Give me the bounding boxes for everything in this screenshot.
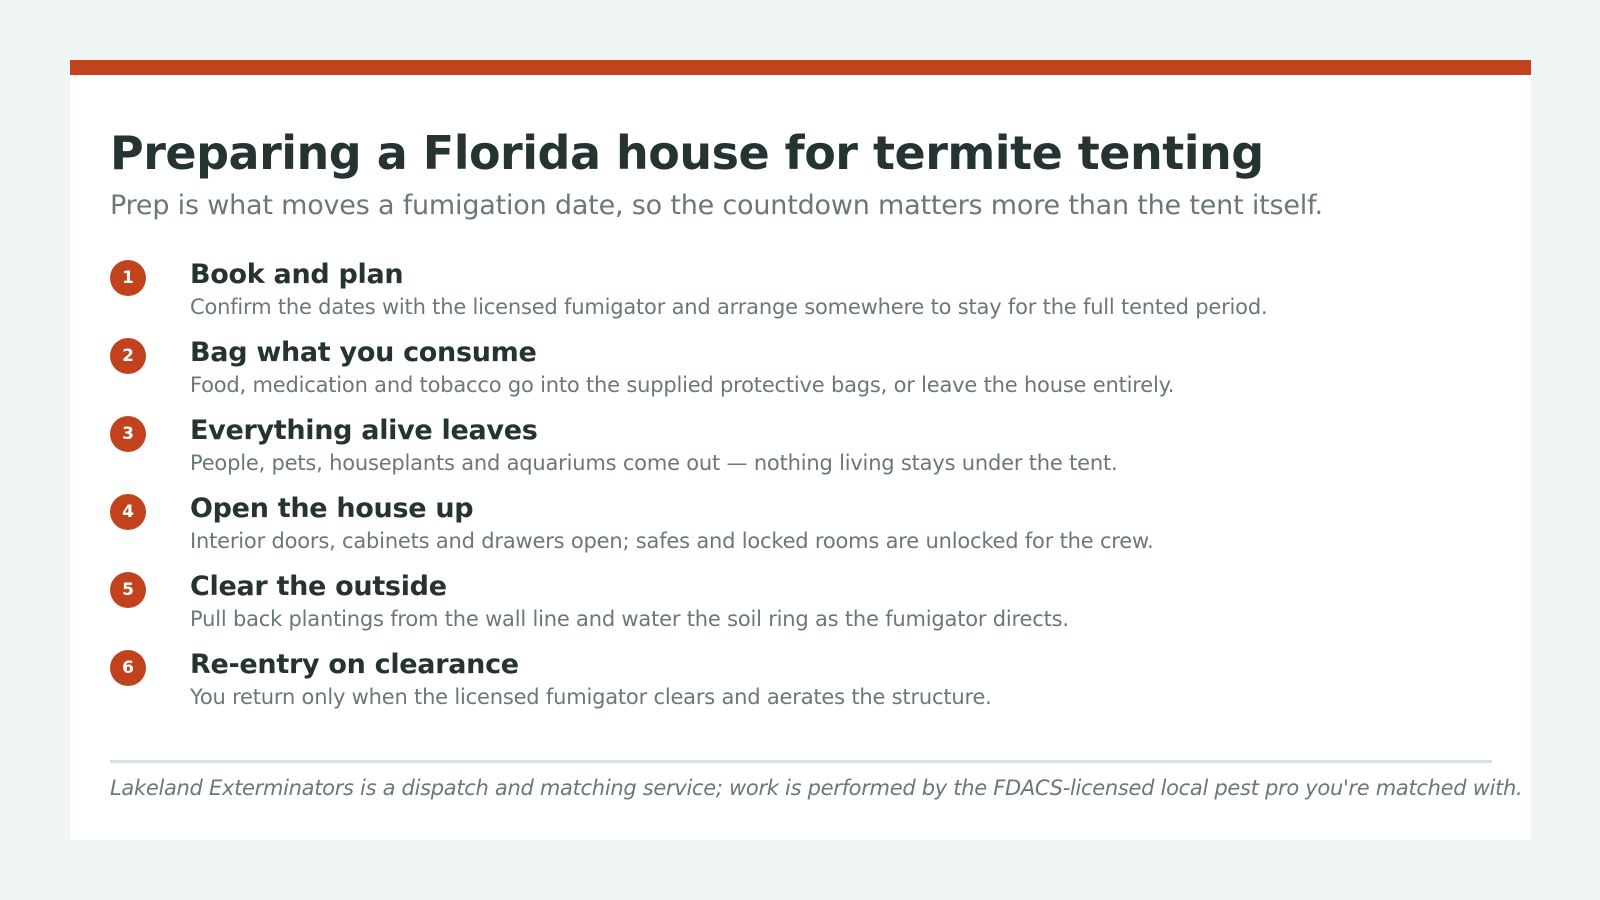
page-title: Preparing a Florida house for termite tenting bbox=[110, 126, 1264, 180]
step-body bbox=[190, 258, 1490, 322]
step-title: Re-entry on clearance bbox=[190, 649, 519, 680]
step-body bbox=[190, 648, 1490, 712]
step-number-badge: 1 bbox=[110, 260, 146, 296]
content-card bbox=[70, 60, 1531, 840]
step-number-badge: 5 bbox=[110, 572, 146, 608]
step-body bbox=[190, 570, 1490, 634]
step-description: You return only when the licensed fumigator clears and aerates the structure. bbox=[190, 685, 992, 709]
step-item-everything-alive-leaves bbox=[110, 414, 1500, 492]
step-title: Book and plan bbox=[190, 259, 404, 290]
footer-divider bbox=[110, 760, 1492, 763]
step-body bbox=[190, 492, 1490, 556]
step-item-clear-the-outside bbox=[110, 570, 1500, 648]
step-number-badge: 4 bbox=[110, 494, 146, 530]
footer-disclaimer: Lakeland Exterminators is a dispatch and matching service; work is performed by the FDACS-licensed local pest pro you're matched with. bbox=[110, 776, 1523, 800]
step-description: Interior doors, cabinets and drawers open; safes and locked rooms are unlocked for the crew. bbox=[190, 529, 1154, 553]
step-number-badge: 6 bbox=[110, 650, 146, 686]
step-item-re-entry-on-clearance bbox=[110, 648, 1500, 726]
steps-list bbox=[110, 258, 1500, 726]
step-description: Food, medication and tobacco go into the supplied protective bags, or leave the house entirely. bbox=[190, 373, 1175, 397]
step-title: Open the house up bbox=[190, 493, 474, 524]
step-description: Confirm the dates with the licensed fumigator and arrange somewhere to stay for the full tented period. bbox=[190, 295, 1268, 319]
step-title: Bag what you consume bbox=[190, 337, 537, 368]
step-description: People, pets, houseplants and aquariums come out — nothing living stays under the tent. bbox=[190, 451, 1118, 475]
step-item-open-the-house-up bbox=[110, 492, 1500, 570]
step-item-bag-what-you-consume bbox=[110, 336, 1500, 414]
card-content bbox=[110, 120, 1500, 726]
step-number-badge: 2 bbox=[110, 338, 146, 374]
step-body bbox=[190, 336, 1490, 400]
step-title: Clear the outside bbox=[190, 571, 447, 602]
step-item-book-and-plan bbox=[110, 258, 1500, 336]
accent-bar bbox=[70, 60, 1531, 75]
step-body bbox=[190, 414, 1490, 478]
step-title: Everything alive leaves bbox=[190, 415, 538, 446]
step-number-badge: 3 bbox=[110, 416, 146, 452]
step-description: Pull back plantings from the wall line and water the soil ring as the fumigator directs. bbox=[190, 607, 1069, 631]
page-subtitle: Prep is what moves a fumigation date, so the countdown matters more than the tent itself. bbox=[110, 190, 1323, 221]
